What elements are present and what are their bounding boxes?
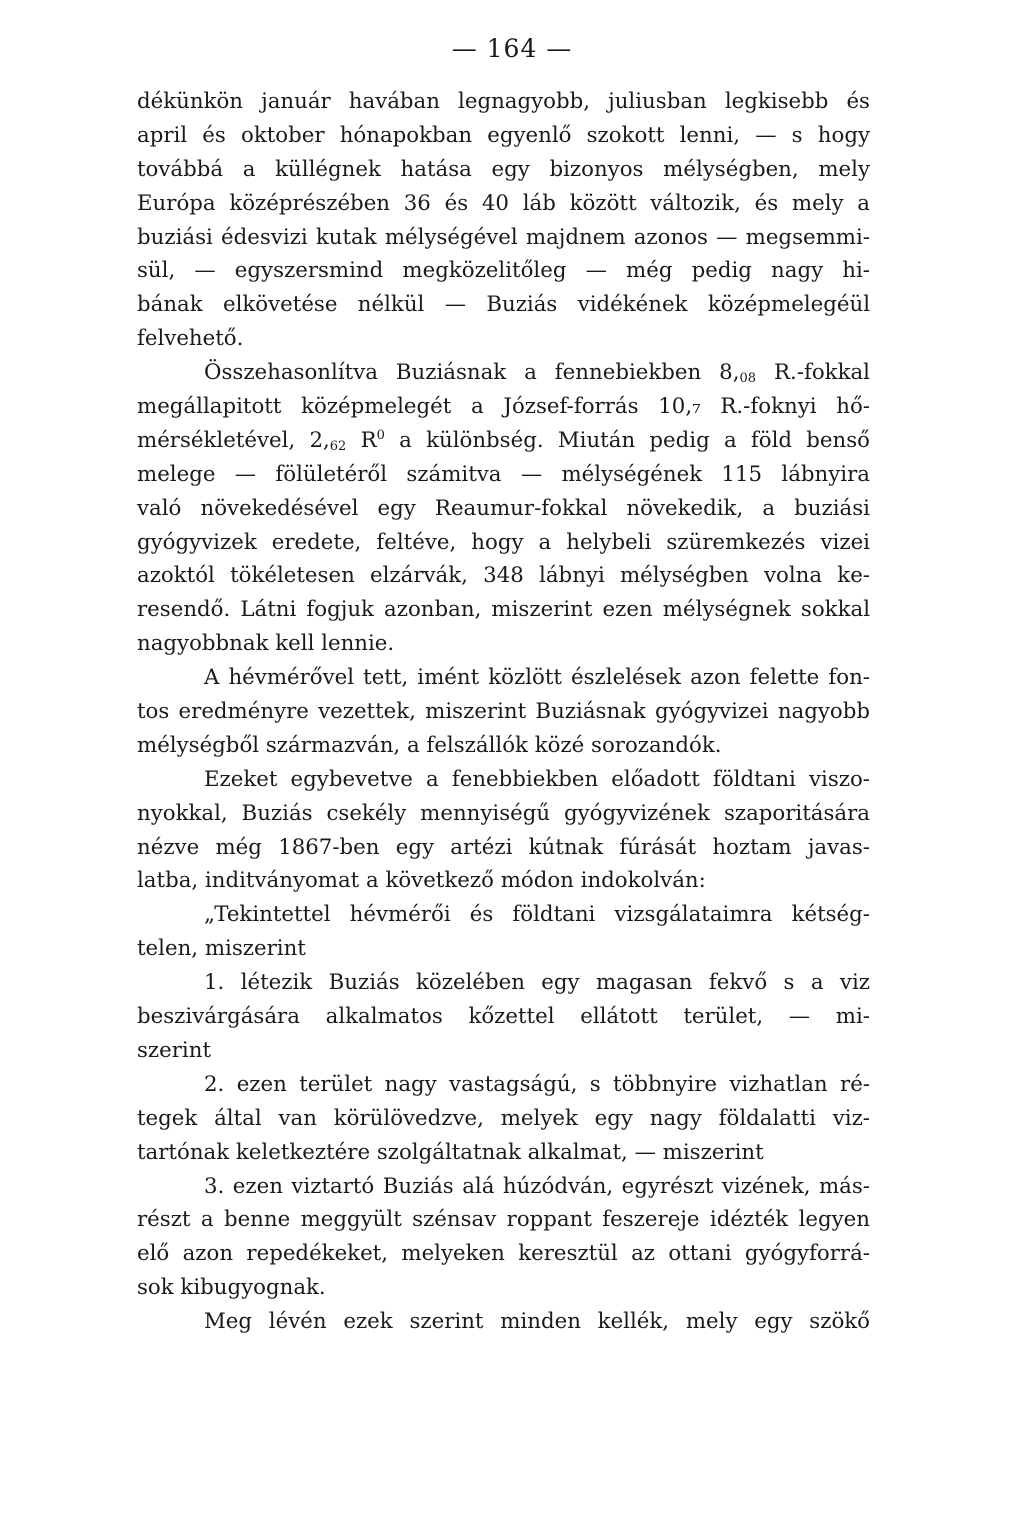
- text-line: buziási édesvizi kutak mélységével majdnem azonos — megsemmi-: [137, 224, 870, 250]
- text-line: részt a benne meggyült szénsav roppant feszereje idézték legyen: [137, 1207, 870, 1233]
- text-line: tegek által van körülövedzve, melyek egy nagy földalatti viz-: [137, 1105, 870, 1131]
- subscript: 08: [739, 371, 757, 387]
- text-line: gyógyvizek eredete, feltéve, hogy a helybeli szüremkezés vizei: [137, 529, 870, 555]
- page-number: — 164 —: [451, 34, 573, 63]
- text-line: latba, inditványomat a következő módon indokolván:: [137, 868, 706, 894]
- text-line: „Tekintettel hévmérői és földtani vizsgálataimra kétség-: [204, 902, 870, 928]
- text-run: mérsékletével, 2,: [137, 427, 330, 453]
- text-line: való növekedésével egy Reaumur-fokkal növekedik, a buziási: [137, 495, 870, 521]
- text-line: Meg lévén ezek szerint minden kellék, mely egy szökő: [204, 1309, 870, 1335]
- text-line: [137, 424, 870, 458]
- text-line: szerint: [137, 1037, 212, 1063]
- text-line: [137, 356, 870, 390]
- superscript: 0: [376, 427, 385, 443]
- text-run: R: [346, 427, 377, 453]
- text-run: a különbség. Miután pedig a föld benső: [384, 427, 870, 453]
- text-run: Összehasonlítva Buziásnak a fennebiekben 8,: [204, 360, 740, 386]
- subscript: 62: [329, 438, 347, 454]
- text-line: beszivárgására alkalmatos kőzettel ellátott terület, — mi-: [137, 1004, 870, 1030]
- text-line: Európa középrészében 36 és 40 láb között változik, és mely a: [137, 190, 870, 216]
- text-line: telen, miszerint: [137, 936, 306, 962]
- text-run: R.-fokkal: [756, 360, 870, 386]
- text-line: továbbá a küllégnek hatása egy bizonyos mélységben, mely: [137, 156, 870, 182]
- text-line: resendő. Látni fogjuk azonban, miszerint ezen mélységnek sokkal: [137, 597, 870, 623]
- text-line: mélységből származván, a felszállók közé sorozandók.: [137, 732, 722, 758]
- body-text: [137, 85, 870, 1339]
- text-line: tartónak keletkeztére szolgáltatnak alkalmat, — miszerint: [137, 1139, 764, 1165]
- text-line: nagyobbnak kell lennie.: [137, 631, 395, 657]
- text-line: elő azon repedékeket, melyeken keresztül az ottani gyógyforrá-: [137, 1241, 870, 1267]
- text-line: melege — fölületéről számitva — mélységének 115 lábnyira: [137, 461, 870, 487]
- text-line: 2. ezen terület nagy vastagságú, s többnyire vizhatlan ré-: [204, 1071, 870, 1097]
- text-line: felvehető.: [137, 326, 244, 352]
- text-line: A hévmérővel tett, imént közlött észlelések azon felette fon-: [204, 665, 870, 691]
- text-line: sok kibugyognak.: [137, 1275, 326, 1301]
- text-line: dékünkön január havában legnagyobb, juliusban legkisebb és: [137, 89, 870, 114]
- text-line: april és oktober hónapokban egyenlő szokott lenni, — s hogy: [137, 122, 870, 148]
- text-line: sül, — egyszersmind megközelitőleg — még pedig nagy hi-: [137, 258, 870, 284]
- text-line: tos eredményre vezettek, miszerint Buziásnak gyógyvizei nagyobb: [137, 699, 870, 725]
- text-line: 3. ezen viztartó Buziás alá húzódván, egyrészt vizének, más-: [204, 1173, 870, 1199]
- text-line: nézve még 1867-ben egy artézi kútnak fúrását hoztam javas-: [137, 834, 870, 860]
- text-line: megállapitott középmelegét a József-forrás 10,₇ R.-foknyi hő-: [137, 394, 870, 420]
- text-line: azoktól tökéletesen elzárvák, 348 lábnyi mélységben volna ke-: [137, 563, 870, 589]
- text-line: Ezeket egybevetve a fenebbiekben előadott földtani viszo-: [204, 766, 870, 792]
- text-line: 1. létezik Buziás közelében egy magasan fekvő s a viz: [204, 970, 870, 996]
- text-line: nyokkal, Buziás csekély mennyiségű gyógyvizének szaporitására: [137, 800, 870, 826]
- text-line: bának elkövetése nélkül — Buziás vidékének középmelegéül: [137, 292, 870, 318]
